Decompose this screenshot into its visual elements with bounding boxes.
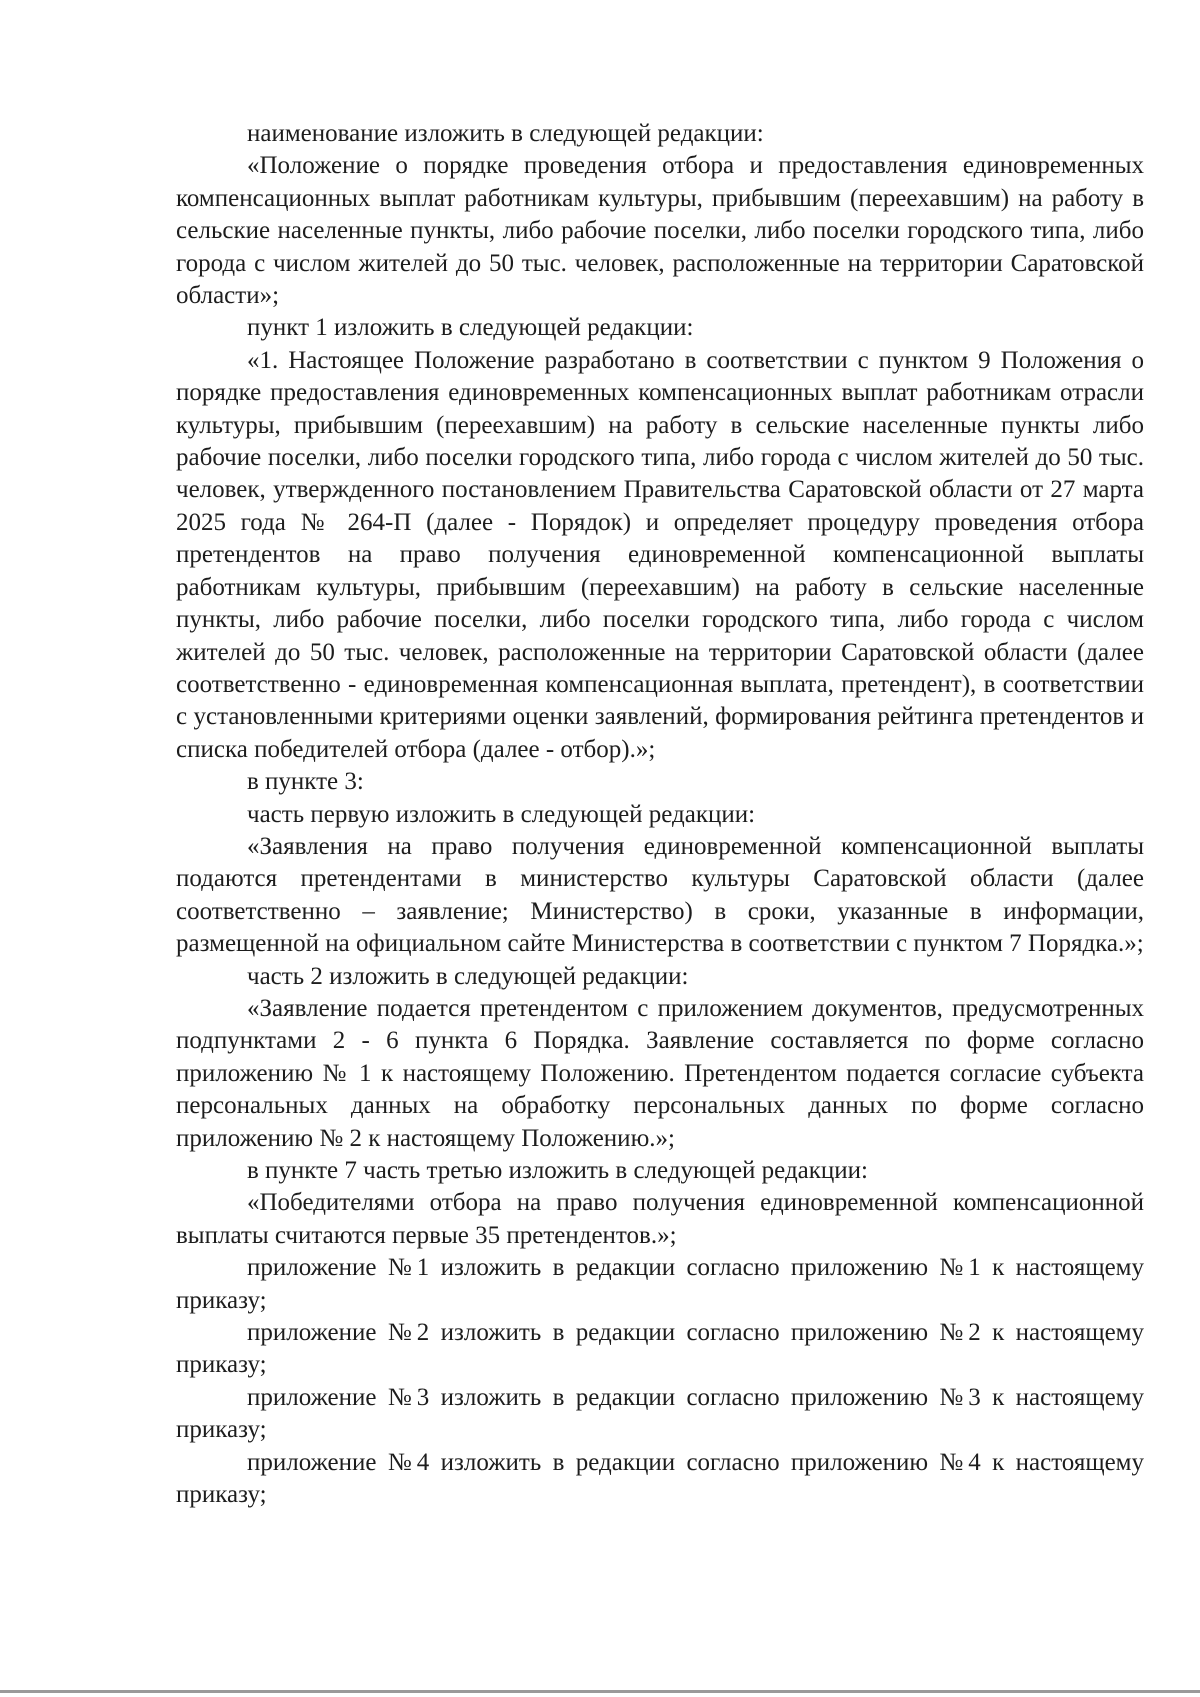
paragraph-point7-text: «Победителями отбора на право получения единовременной компенсационной выплаты считаются первые 35 претендентов.»;	[176, 1189, 1144, 1249]
paragraph-point3-part1-text: «Заявления на право получения единовременной компенсационной выплаты подаются претендентами в министерство культуры Саратовской области (далее соответственно – заявление; Министерство) в сроки, указанные в информации, размещенной на официальном сайте Министерства в соответствии с пунктом 7 Порядка.»;	[176, 832, 1144, 958]
paragraph-point1-heading: пункт 1 изложить в следующей редакции:	[247, 314, 694, 342]
paragraph-point3-part1-heading: часть первую изложить в следующей редакции:	[247, 800, 756, 828]
paragraph-title-heading: наименование изложить в следующей редакции:	[247, 120, 764, 147]
paragraph-point3-part2-heading: часть 2 изложить в следующей редакции:	[247, 962, 689, 990]
paragraph-appendix-1: приложение №1 изложить в редакции согласно приложению №1 к настоящему приказу;	[176, 1254, 1144, 1314]
paragraph-appendix-2: приложение №2 изложить в редакции согласно приложению №2 к настоящему приказу;	[176, 1319, 1144, 1379]
paragraph-point1-text: «1. Настоящее Положение разработано в соответствии с пунктом 9 Положения о порядке предоставления единовременных компенсационных выплат работникам отрасли культуры, прибывшим (переехавшим) на работу в сельские населенные пункты либо рабочие поселки, либо поселки городского типа, либо города с числом жителей до 50 тыс. человек, утвержденного постановлением Правительства Саратовской области от 27 марта 2025 года № 264-П (далее - Порядок) и определяет процедуру проведения отбора претендентов на право получения единовременной компенсационной выплаты работникам культуры, прибывшим (переехавшим) на работу в сельские населенные пункты, либо рабочие поселки, либо поселки городского типа, либо города с числом жителей до 50 тыс. человек, расположенные на территории Саратовской области (далее соответственно - единовременная компенсационная выплата, претендент), в соответствии с установленными критериями оценки заявлений, формирования рейтинга претендентов и списка победителей отбора (далее - отбор).»;	[176, 346, 1144, 763]
scan-bottom-edge	[0, 1690, 1200, 1693]
paragraph-appendix-3: приложение №3 изложить в редакции согласно приложению №3 к настоящему приказу;	[176, 1383, 1144, 1444]
paragraph-title-text: «Положение о порядке проведения отбора и предоставления единовременных компенсационных выплат работникам культуры, прибывшим (переехавшим) на работу в сельские населенные пункты, либо рабочие поселки, либо поселки городского типа, либо города с числом жителей до 50 тыс. человек, расположенные на территории Саратовской области»;	[176, 152, 1144, 310]
paragraph-appendix-4: приложение №4 изложить в редакции согласно приложению №4 к настоящему приказу;	[176, 1448, 1144, 1509]
paragraph-point3-part2-text: «Заявление подается претендентом с приложением документов, предусмотренных подпунктами 2 - 6 пункта 6 Порядка. Заявление составляется по форме согласно приложению № 1 к настоящему Положению. Претендентом подается согласие субъекта персональных данных на обработку персональных данных по форме согласно приложению № 2 к настоящему Положению.»;	[176, 994, 1144, 1152]
document-page	[176, 118, 1144, 1511]
paragraph-point7-heading: в пункте 7 часть третью изложить в следующей редакции:	[247, 1157, 868, 1184]
paragraph-point3-heading: в пункте 3:	[247, 768, 364, 796]
